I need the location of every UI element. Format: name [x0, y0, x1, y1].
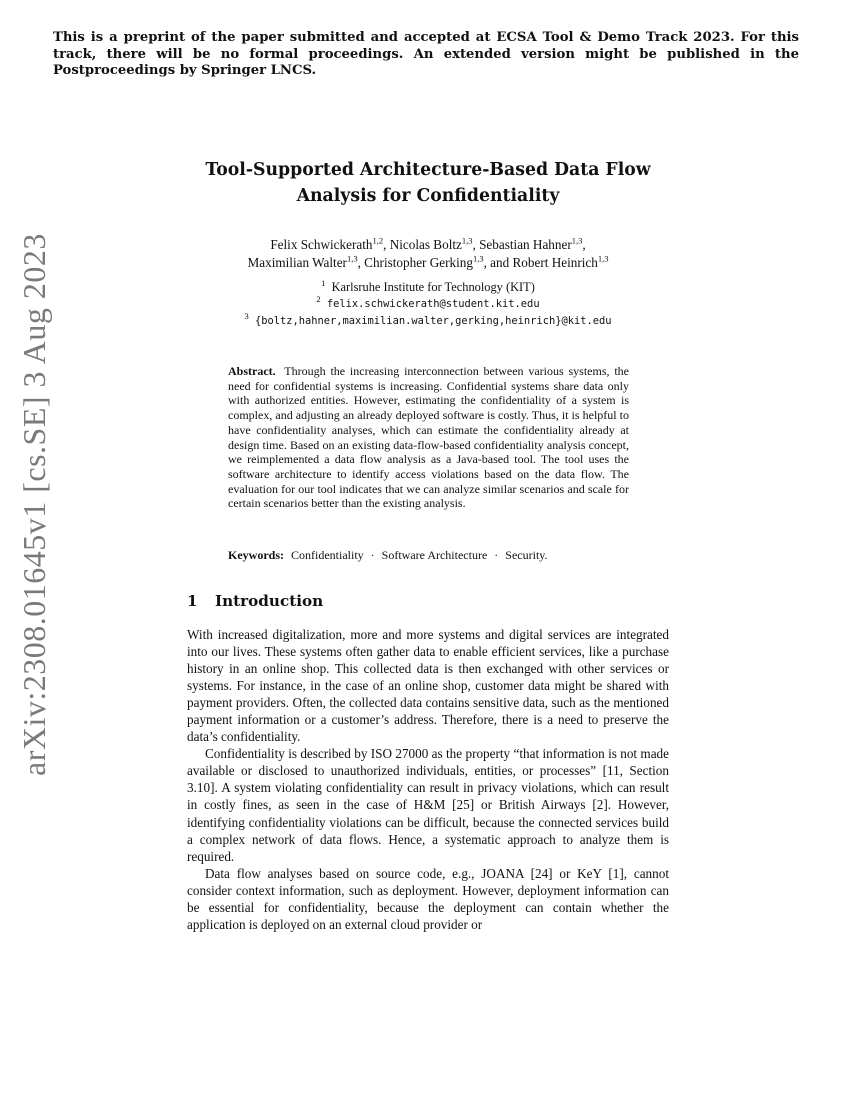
author-name: Nicolas Boltz	[389, 237, 462, 252]
author-list	[187, 236, 669, 271]
author-name: Christopher Gerking	[364, 254, 473, 270]
author-affiliation-mark: 1,3	[597, 253, 609, 264]
affiliation-mark: 3	[244, 310, 249, 321]
affiliation-3	[187, 310, 669, 330]
author-separator: , and	[483, 254, 513, 270]
arxiv-identifier-stamp: arXiv:2308.01645v1 [cs.SE] 3 Aug 2023	[16, 233, 52, 776]
affiliation-2	[187, 293, 669, 313]
title-line-2: Analysis for Confidentiality	[296, 186, 560, 206]
section-heading-introduction	[187, 591, 323, 611]
abstract	[228, 364, 629, 511]
affiliation-mark: 2	[316, 293, 321, 304]
keyword: Security.	[505, 548, 548, 562]
author-affiliation-mark: 1,3	[461, 235, 473, 246]
email-address-group: {boltz,hahner,maximilian.walter,gerking,heinrich}@kit.edu	[254, 314, 612, 327]
author-separator: ,	[357, 254, 365, 270]
affiliations	[187, 277, 669, 329]
author-name: Felix Schwickerath	[270, 237, 373, 252]
title-line-1: Tool-Supported Architecture-Based Data Flow	[205, 160, 651, 180]
author-affiliation-mark: 1,3	[571, 235, 583, 246]
section-number: 1	[187, 592, 198, 610]
abstract-text: Through the increasing interconnection between various systems, the need for confidential systems is increasing. Confidential systems share data only with authorized entities. However, estimating the confidentiality of a system is complex, and adjusting an already deployed software is costly. Thus, it is helpful to have confidentiality analyses, which can estimate the confidentiality already at design time. Based on an existing data-flow-based confidentiality analysis concept, we reimplemented a data flow analysis as a Java-based tool. The tool uses the software architecture to identify access violations based on the data flow. The evaluation for our tool indicates that we can analyze similar scenarios and scale for certain scenarios better than the existing analysis.	[228, 364, 629, 511]
affiliation-1	[187, 277, 669, 296]
paragraph: With increased digitalization, more and more systems and digital services are integrated into our lives. These systems often gather data to enable efficient services, like a purchase history in an online shop. This collected data is then exchanged with other services or systems. For instance, in the case of an online shop, customer data might be shared with payment providers. Often, the collected data contains sensitive data, such as the mentioned payment information or a customer’s address. Therefore, there is a need to preserve the data’s confidentiality.	[187, 627, 669, 745]
author-affiliation-mark: 1,3	[346, 253, 358, 264]
author-affiliation-mark: 1,3	[472, 253, 484, 264]
author-separator: ,	[383, 237, 390, 252]
keywords-label: Keywords:	[228, 548, 284, 562]
preprint-notice: This is a preprint of the paper submitted and accepted at ECSA Tool & Demo Track 2023. For this track, there will be no formal proceedings. An extended version might be published in the Postproceedings by Springer LNCS.	[53, 30, 799, 79]
keyword-separator: ·	[494, 548, 499, 562]
paper-title	[187, 157, 669, 209]
abstract-label: Abstract.	[228, 364, 276, 378]
paragraph: Confidentiality is described by ISO 27000 as the property “that information is not made available or disclosed to unauthorized individuals, entities, or processes” [11, Section 3.10]. A system violating confidentiality can result in privacy violations, which can result in costly fines, as seen in the case of H&M [25] or British Airways [2]. However, identifying confidentiality violations can be difficult, because the connected services build a complex network of data flows. Hence, a systematic approach to analyze them is required.	[187, 746, 669, 864]
keywords	[228, 548, 629, 563]
affiliation-mark: 1	[321, 277, 326, 288]
author-line-2	[187, 254, 669, 272]
keyword: Confidentiality	[291, 548, 364, 562]
paragraph: Data flow analyses based on source code, e.g., JOANA [24] or KeY [1], cannot consider context information, such as deployment. However, deployment information can be essential for confidentiality, because the deployment can contain whether the application is deployed on an external cloud provider or	[187, 865, 669, 932]
introduction-body	[187, 626, 669, 933]
section-title: Introduction	[215, 592, 324, 610]
author-name: Robert Heinrich	[512, 254, 598, 270]
author-separator: ,	[472, 237, 480, 252]
keyword: Software Architecture	[381, 548, 488, 562]
author-name: Maximilian Walter	[247, 254, 347, 270]
author-name: Sebastian Hahner	[479, 237, 572, 252]
affiliation-institution: Karlsruhe Institute for Technology (KIT)	[331, 280, 535, 294]
keyword-separator: ·	[370, 548, 375, 562]
author-line-1	[187, 236, 669, 254]
email-address: felix.schwickerath@student.kit.edu	[326, 297, 540, 310]
author-separator: ,	[582, 237, 586, 252]
author-affiliation-mark: 1,2	[372, 235, 384, 246]
